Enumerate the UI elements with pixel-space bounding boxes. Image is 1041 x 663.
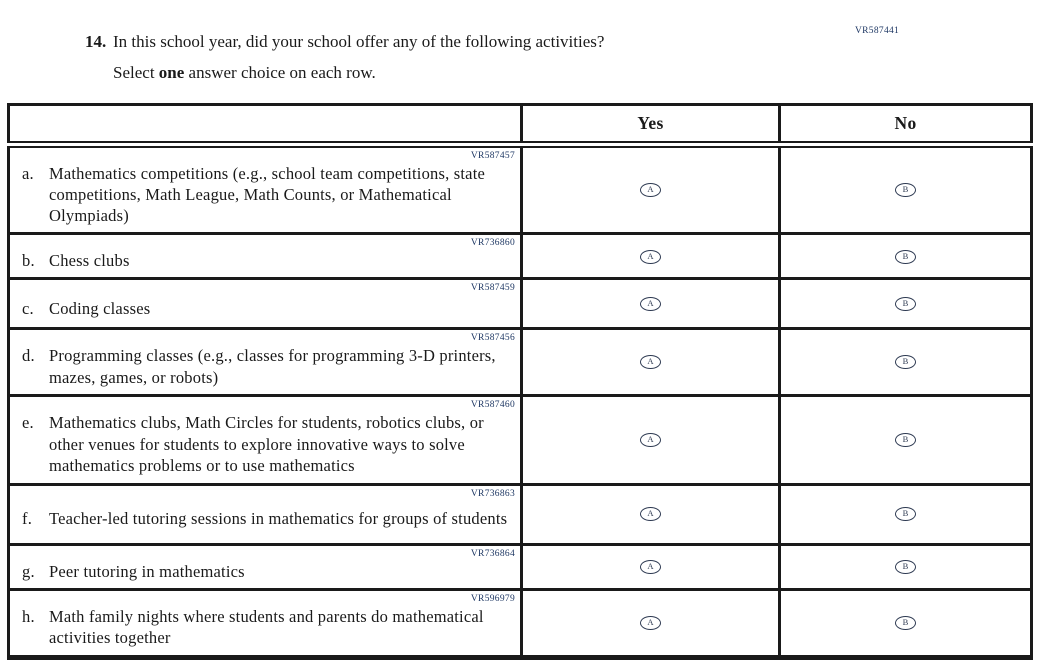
no-option-letter: B xyxy=(902,617,909,628)
row-text: Mathematics clubs, Math Circles for students, robotics clubs, or other venues for students to explore innovative ways to solve mathematics problems or to use mathematics xyxy=(49,413,484,475)
no-option-bubble[interactable] xyxy=(895,616,916,630)
row-text: Mathematics competitions (e.g., school team competitions, state competitions, Math League, Math Counts, or Mathematical Olympiads) xyxy=(49,164,486,226)
yes-option-bubble[interactable] xyxy=(640,297,661,311)
no-option-letter: B xyxy=(902,298,909,309)
row-text: Teacher-led tutoring sessions in mathematics for groups of students xyxy=(49,509,508,529)
no-option-bubble[interactable] xyxy=(895,560,916,574)
row-letter: h. xyxy=(22,607,35,627)
no-option-bubble[interactable] xyxy=(895,297,916,311)
row-letter: b. xyxy=(22,251,35,271)
yes-option-letter: A xyxy=(647,508,654,519)
no-cell xyxy=(780,279,1032,329)
yes-column-header: Yes xyxy=(522,105,780,145)
table-row xyxy=(9,484,1032,544)
question-cell xyxy=(9,544,522,589)
no-option-letter: B xyxy=(902,433,909,444)
question-column-header xyxy=(9,105,522,145)
question-cell xyxy=(9,234,522,279)
no-option-bubble[interactable] xyxy=(895,183,916,197)
question-cell xyxy=(9,279,522,329)
yes-option-letter: A xyxy=(647,433,654,444)
row-text: Math family nights where students and parents do mathematical activities together xyxy=(49,607,484,648)
yes-option-bubble[interactable] xyxy=(640,355,661,369)
yes-cell xyxy=(522,329,780,395)
row-vr-code: VR587457 xyxy=(470,151,515,161)
table-row xyxy=(9,589,1032,657)
yes-cell xyxy=(522,544,780,589)
question-number: 14. xyxy=(85,32,107,51)
instruction-suffix: answer choice on each row. xyxy=(184,63,376,83)
yes-option-bubble[interactable] xyxy=(640,616,661,630)
row-text: Peer tutoring in mathematics xyxy=(49,561,245,581)
table-row xyxy=(9,544,1032,589)
no-option-letter: B xyxy=(902,250,909,261)
yes-cell xyxy=(522,484,780,544)
row-vr-code: VR587456 xyxy=(470,333,515,344)
yes-cell xyxy=(522,279,780,329)
yes-cell xyxy=(522,145,780,234)
yes-option-letter: A xyxy=(647,250,654,261)
question-cell xyxy=(9,484,522,544)
question-cell xyxy=(9,145,522,234)
question-cell xyxy=(9,589,522,657)
no-option-letter: B xyxy=(902,561,909,572)
no-cell xyxy=(780,329,1032,395)
yes-option-bubble[interactable] xyxy=(640,250,661,264)
form-code: VR587441 xyxy=(855,26,900,36)
yes-option-letter: A xyxy=(647,298,654,309)
table-row xyxy=(9,279,1032,329)
row-letter: f. xyxy=(22,509,33,529)
no-cell xyxy=(780,145,1032,234)
row-text: Coding classes xyxy=(49,298,151,318)
no-option-bubble[interactable] xyxy=(895,250,916,264)
header-row xyxy=(9,105,1032,145)
yes-option-letter: A xyxy=(647,561,654,572)
row-vr-code: VR596979 xyxy=(470,593,515,604)
table-row xyxy=(9,234,1032,279)
row-vr-code: VR587460 xyxy=(470,399,515,410)
no-cell xyxy=(780,544,1032,589)
row-letter: c. xyxy=(22,298,34,318)
table-row xyxy=(9,329,1032,395)
row-text: Programming classes (e.g., classes for programming 3-D printers, mazes, games, or robots) xyxy=(49,346,496,387)
no-option-bubble[interactable] xyxy=(895,433,916,447)
row-letter: a. xyxy=(22,164,34,183)
yes-option-letter: A xyxy=(647,617,654,628)
yes-cell xyxy=(522,395,780,484)
question-text: In this school year, did your school offer any of the following activities? xyxy=(113,32,605,51)
row-vr-code: VR736860 xyxy=(470,238,515,249)
survey-table xyxy=(7,103,1033,660)
row-vr-code: VR736863 xyxy=(470,488,515,499)
no-option-bubble[interactable] xyxy=(895,507,916,521)
yes-option-bubble[interactable] xyxy=(640,433,661,447)
question-cell xyxy=(9,329,522,395)
question-cell xyxy=(9,395,522,484)
no-cell xyxy=(780,589,1032,657)
yes-option-letter: A xyxy=(647,184,654,195)
no-cell xyxy=(780,234,1032,279)
row-letter: g. xyxy=(22,561,35,581)
instruction-bold-word: one xyxy=(158,63,185,83)
instruction-prefix: Select xyxy=(113,63,159,83)
no-option-letter: B xyxy=(902,508,909,519)
no-option-letter: B xyxy=(902,184,909,195)
row-vr-code: VR736864 xyxy=(470,548,515,559)
yes-option-bubble[interactable] xyxy=(640,560,661,574)
row-letter: e. xyxy=(22,413,34,433)
row-text: Chess clubs xyxy=(49,251,130,271)
no-option-bubble[interactable] xyxy=(895,355,916,369)
yes-option-bubble[interactable] xyxy=(640,507,661,521)
question-header xyxy=(85,31,785,83)
no-cell xyxy=(780,484,1032,544)
yes-cell xyxy=(522,234,780,279)
yes-option-bubble[interactable] xyxy=(640,183,661,197)
yes-option-letter: A xyxy=(647,356,654,367)
no-cell xyxy=(780,395,1032,484)
table-row xyxy=(9,395,1032,484)
row-letter: d. xyxy=(22,346,35,366)
question-instruction xyxy=(113,63,785,83)
no-option-letter: B xyxy=(902,356,909,367)
table-row xyxy=(9,145,1032,234)
row-vr-code: VR587459 xyxy=(470,283,515,294)
yes-cell xyxy=(522,589,780,657)
no-column-header: No xyxy=(780,105,1032,145)
